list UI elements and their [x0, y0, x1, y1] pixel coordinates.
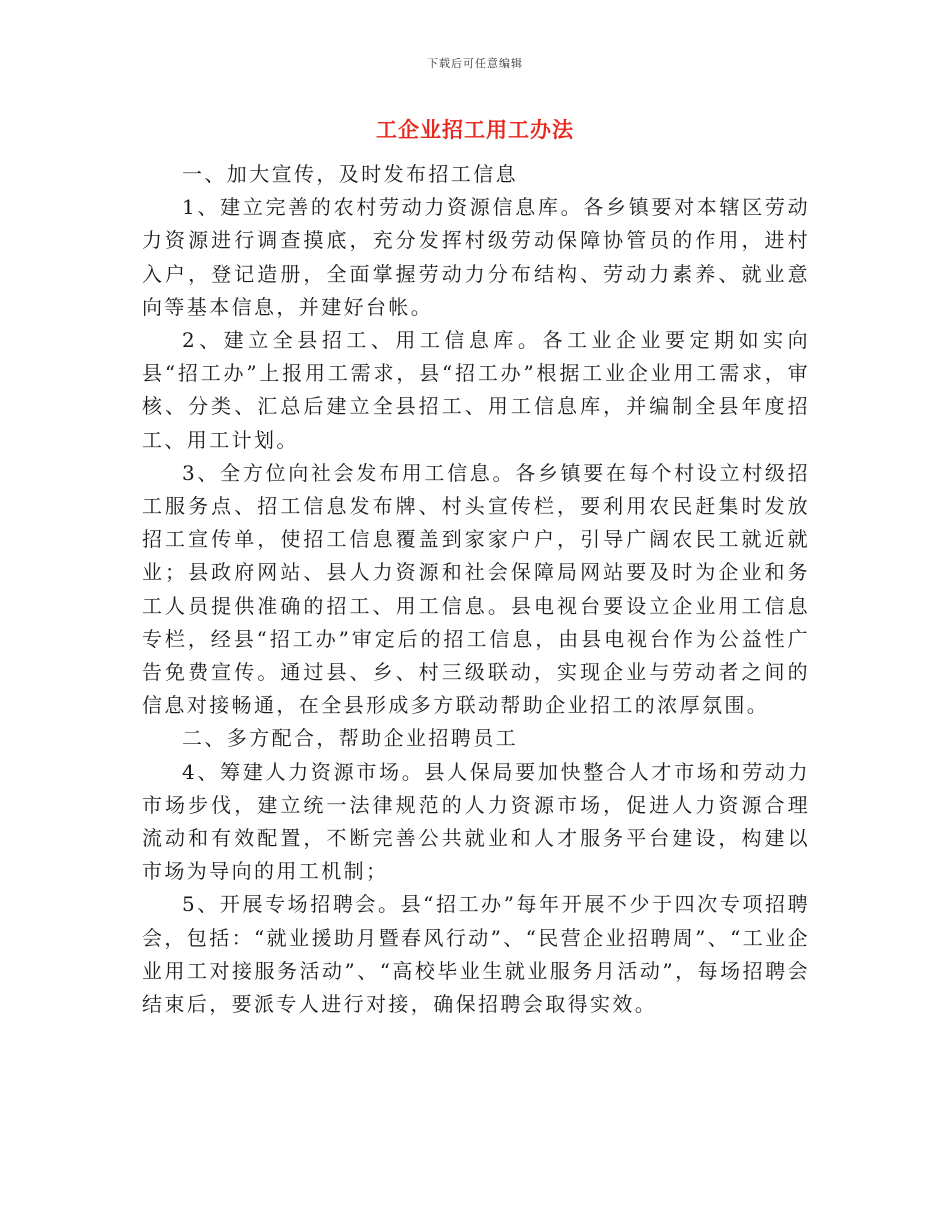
- document-body: [142, 158, 810, 1021]
- document-title: 工企业招工用工办法: [376, 117, 574, 142]
- section-heading-1: 一、加大宣传，及时发布招工信息: [182, 162, 518, 186]
- paragraph-item-2: 2、建立全县招工、用工信息库。各工业企业要定期如实向县“招工办”上报用工需求，县“招工办”根据工业企业用工需求，审核、分类、汇总后建立全县招工、用工信息库，并编制全县年度招工、用工计划。: [142, 328, 810, 452]
- paragraph-item-4: 4、筹建人力资源市场。县人保局要加快整合人才市场和劳动力市场步伐，建立统一法律规范的人力资源市场，促进人力资源合理流动和有效配置，不断完善公共就业和人才服务平台建设，构建以市场为导向的用工机制；: [142, 759, 810, 884]
- page-header-note: 下载后可任意编辑: [427, 57, 523, 70]
- paragraph-item-5: 5、开展专场招聘会。县“招工办”每年开展不少于四次专项招聘会，包括：“就业援助月暨春风行动”、“民营企业招聘周”、“工业企业用工对接服务活动”、“高校毕业生就业服务月活动”，每场招聘会结束后，要派专人进行对接，确保招聘会取得实效。: [142, 892, 810, 1017]
- paragraph-item-3: 3、全方位向社会发布用工信息。各乡镇要在每个村设立村级招工服务点、招工信息发布牌、村头宣传栏，要利用农民赶集时发放招工宣传单，使招工信息覆盖到家家户户，引导广阔农民工就近就业；县政府网站、县人力资源和社会保障局网站要及时为企业和务工人员提供准确的招工、用工信息。县电视台要设立企业用工信息专栏，经县“招工办”审定后的招工信息，由县电视台作为公益性广告免费宣传。通过县、乡、村三级联动，实现企业与劳动者之间的信息对接畅通，在全县形成多方联动帮助企业招工的浓厚氛围。: [142, 460, 810, 718]
- paragraph-item-1: 1、建立完善的农村劳动力资源信息库。各乡镇要对本辖区劳动力资源进行调查摸底，充分发挥村级劳动保障协管员的作用，进村入户，登记造册，全面掌握劳动力分布结构、劳动力素养、就业意向等基本信息，并建好台帐。: [142, 195, 810, 319]
- section-heading-2: 二、多方配合，帮助企业招聘员工: [182, 726, 518, 751]
